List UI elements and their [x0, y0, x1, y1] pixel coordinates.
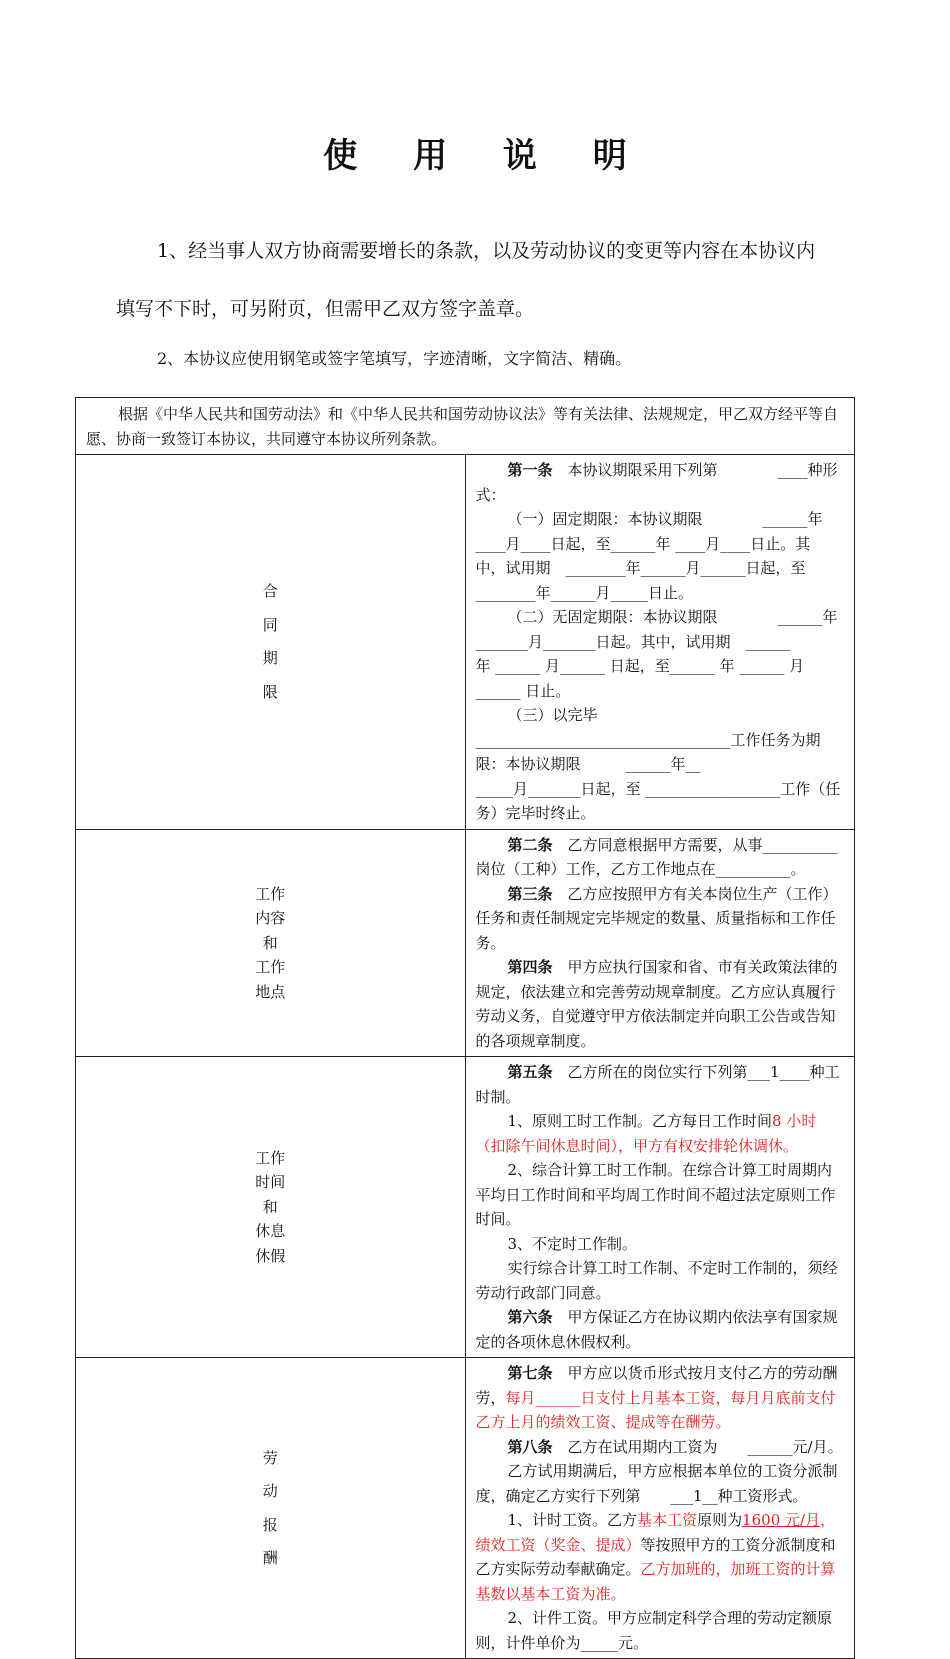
article-7-text: 甲方应以货币形式按月支付乙方的劳动酬劳， [475, 1364, 838, 1407]
hours-option-2: 2、综合计算工时工作制。在综合计算工时周期内平均日工作时间和平均周工作时间不超过法定原则工作时间。 [475, 1161, 836, 1228]
term-option-3b: _____月_______日起，至 __________________工作（任务）完毕时终止。 [475, 779, 841, 822]
article-3-text: 乙方应按照甲方有关本岗位生产（工作）任务和责任制规定完毕规定的数量、质量指标和工作任务。 [475, 884, 838, 952]
term-option-3a: （三）以完毕__________________________________工作任务为期限：本协议期限 ______年__ [475, 706, 821, 773]
hours-option-3: 3、不定时工作制。 [507, 1234, 638, 1253]
base-salary-label: 基本工资 [637, 1511, 698, 1529]
contract-intro: 根据《中华人民共和国劳动法》和《中华人民共和国劳动协议法》等有关法律、法规规定，甲乙双方经平等自愿、协商一致签订本协议，共同遵守本协议所列条款。 [76, 398, 855, 455]
hours-note: 实行综合计算工时工作制、不定时工作制的，须经劳动行政部门同意。 [475, 1259, 838, 1302]
contract-table [75, 397, 855, 1659]
term-option-1a: （一）固定期限：本协议期限 ______年 ____月____日起，至______年 ____月____日止。其 [475, 510, 823, 553]
article-4-text: 甲方应执行国家和省、市有关政策法律的规定，依法建立和完善劳动规章制度。乙方应认真履行劳动义务，自觉遵守甲方依法制定并向职工公告或告知的各项规章制度。 [475, 958, 838, 1050]
term-option-1b: 中，试用期 ________年______月______日起，至________年______月_____日止。 [475, 559, 806, 602]
article-6-text: 甲方保证乙方在协议期内依法享有国家规定的各项休息休假权利。 [475, 1308, 838, 1351]
article-6-title: 第六条 [507, 1308, 553, 1326]
article-7-highlight: 每月______日支付上月基本工资，每月月底前支付乙方上月的绩效工资、提成等在酬劳。 [475, 1388, 836, 1431]
base-salary-amount: 1600 元/月 [742, 1511, 821, 1529]
instruction-1-line2: 填写不下时，可另附页，但需甲乙双方签字盖章。 [116, 298, 535, 320]
article-5-title: 第五条 [507, 1063, 553, 1081]
section-label-hours: 工作 时间 和 休息 休假 [76, 1057, 466, 1358]
section-remuneration: 劳 动 报 酬 第七条 甲方应以货币形式按月支付乙方的劳动酬劳，每月______日支付上月基本工资，每月月底前支付乙方上月的绩效工资、提成等在酬劳。 第八条 乙方在试用期内工资为 ______元/月。 乙方试用期满后，甲方应根据本单位的工资分派制度，确定乙方实行下列第 ___1__种工资形式。 1、计时工资。乙方基本工资原则为1600 元/月，绩效工资（奖金、提成）等按照甲方的工资分派制度和乙方实际劳动奉献确定。乙方加班的，加班工资的计算基数以基本工资为准。 2、计件工资。甲方应制定科学合理的劳动定额原则，计件单价为_____元。 [76, 1358, 855, 1659]
section-work-content [76, 829, 855, 1057]
hours-option-1: 1、原则工时工作制。乙方每日工作时间 [507, 1112, 773, 1130]
term-option-2b: 年 ______ 月______ 日起，至______ 年 ______ 月______ 日止。 [475, 657, 805, 700]
wage-option-2: 2、计件工资。甲方应制定科学合理的劳动定额原则，计件单价为_____元。 [475, 1609, 833, 1652]
article-5-text: 乙方所在的岗位实行下列第___1____种工时制。 [475, 1063, 840, 1106]
section-label-work: 工作 内容 和 工作 地点 [76, 829, 466, 1057]
article-8-text: 乙方在试用期内工资为 ______元/月。 [567, 1437, 843, 1456]
article-8-title: 第八条 [507, 1437, 553, 1456]
section-contract-term [76, 455, 855, 830]
page-title: 使 用 说 明 [323, 136, 649, 176]
overtime-note: 乙方加班的，加班工资的计算基数以基本工资为准。 [475, 1560, 836, 1603]
article-8-note: 乙方试用期满后，甲方应根据本单位的工资分派制度，确定乙方实行下列第 ___1__种工资形式。 [475, 1462, 838, 1505]
article-3-title: 第三条 [507, 884, 553, 903]
article-2-title: 第二条 [507, 835, 553, 854]
section-work-hours [76, 1057, 855, 1358]
article-1-title: 第一条 [507, 461, 553, 479]
section-label-pay: 劳 动 报 酬 [76, 1358, 466, 1659]
instruction-2: 2、本协议应使用钢笔或签字笔填写，字迹清晰，文字简洁、精确。 [157, 349, 632, 368]
term-option-2a: （二）无固定期限：本协议期限 ______年_______月_______日起。其中，试用期 ______ [475, 608, 838, 651]
instruction-1-line1: 1、经当事人双方协商需要增长的条款，以及劳动协议的变更等内容在本协议内 [157, 240, 816, 262]
article-4-title: 第四条 [507, 958, 553, 976]
wage-option-1: 1、计时工资。乙方 [507, 1511, 638, 1529]
performance-pay-label: ，绩效工资（奖金、提成） [475, 1511, 836, 1554]
article-1-text: 本协议期限采用下列第 ____种形式： [475, 461, 838, 504]
article-7-title: 第七条 [507, 1364, 553, 1382]
section-label-term: 合 同 期 限 [76, 455, 466, 830]
hours-option-1-highlight: 8 小时（扣除午间休息时间），甲方有权安排轮休调休。 [475, 1112, 817, 1155]
article-2-text: 乙方同意根据甲方需要，从事__________岗位（工种）工作，乙方工作地点在__________。 [475, 835, 838, 878]
